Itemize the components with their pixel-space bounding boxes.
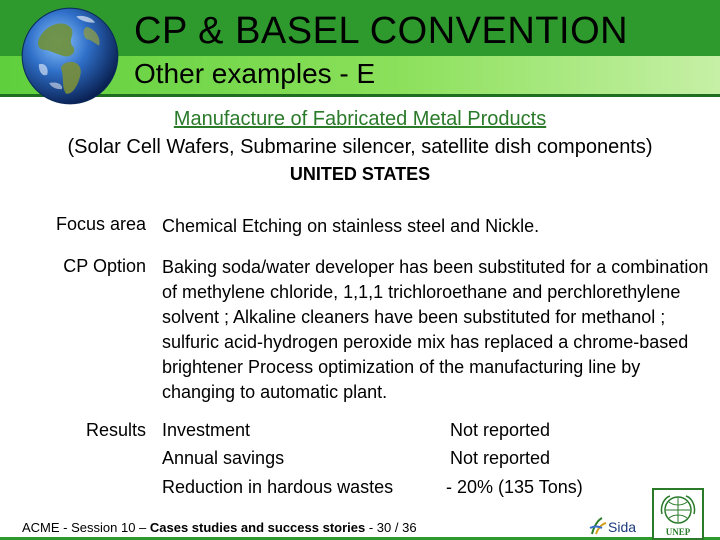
result-row bbox=[162, 420, 622, 448]
result-value: Not reported bbox=[450, 448, 551, 468]
unep-logo bbox=[652, 488, 704, 540]
result-row bbox=[162, 477, 622, 505]
footer-separator: - Session 10 – bbox=[59, 520, 150, 535]
slide-title: CP & BASEL CONVENTION bbox=[134, 10, 629, 52]
focus-area-label: Focus area bbox=[55, 214, 146, 234]
case-title: Manufacture of Fabricated Metal Products bbox=[173, 108, 547, 130]
sida-wordmark: Sida bbox=[608, 519, 637, 535]
case-products: (Solar Cell Wafers, Submarine silencer, satellite dish components) bbox=[67, 136, 653, 158]
footer-caption bbox=[22, 520, 417, 535]
globe-icon bbox=[18, 4, 122, 108]
result-value: - 20% (135 Tons) bbox=[446, 477, 583, 497]
results-label: Results bbox=[85, 420, 146, 440]
focus-area-value: Chemical Etching on stainless steel and Nickle. bbox=[162, 216, 540, 236]
cp-option-value: Baking soda/water developer has been substituted for a combination of methylene chloride, 1,1,1 trichloroethane and perchlorethylene solvent ; Alkaline cleaners have been substituted for methanol ; sulfuric acid-hydrogen peroxide mix has replaced a chrome-based brightener Process optimization of the manufacturing line by changing to automatic plant. bbox=[162, 257, 709, 402]
case-country: UNITED STATES bbox=[289, 164, 431, 184]
footer-org: ACME bbox=[22, 520, 60, 535]
slide-subtitle: Other examples - E bbox=[134, 58, 376, 89]
slide-header bbox=[0, 0, 720, 100]
result-row bbox=[162, 448, 622, 476]
result-name: Investment bbox=[162, 420, 251, 440]
unep-wordmark: UNEP bbox=[665, 527, 691, 537]
result-value: Not reported bbox=[450, 420, 551, 440]
result-name: Reduction in hardous wastes bbox=[162, 477, 394, 497]
footer-page: 30 / 36 bbox=[376, 520, 417, 535]
cp-option-label: CP Option bbox=[63, 256, 146, 276]
sida-logo bbox=[588, 514, 644, 538]
footer-separator: - bbox=[365, 520, 377, 535]
result-name: Annual savings bbox=[162, 448, 285, 468]
sida-emblem-icon bbox=[590, 518, 606, 534]
footer-topic: Cases studies and success stories bbox=[149, 520, 366, 535]
